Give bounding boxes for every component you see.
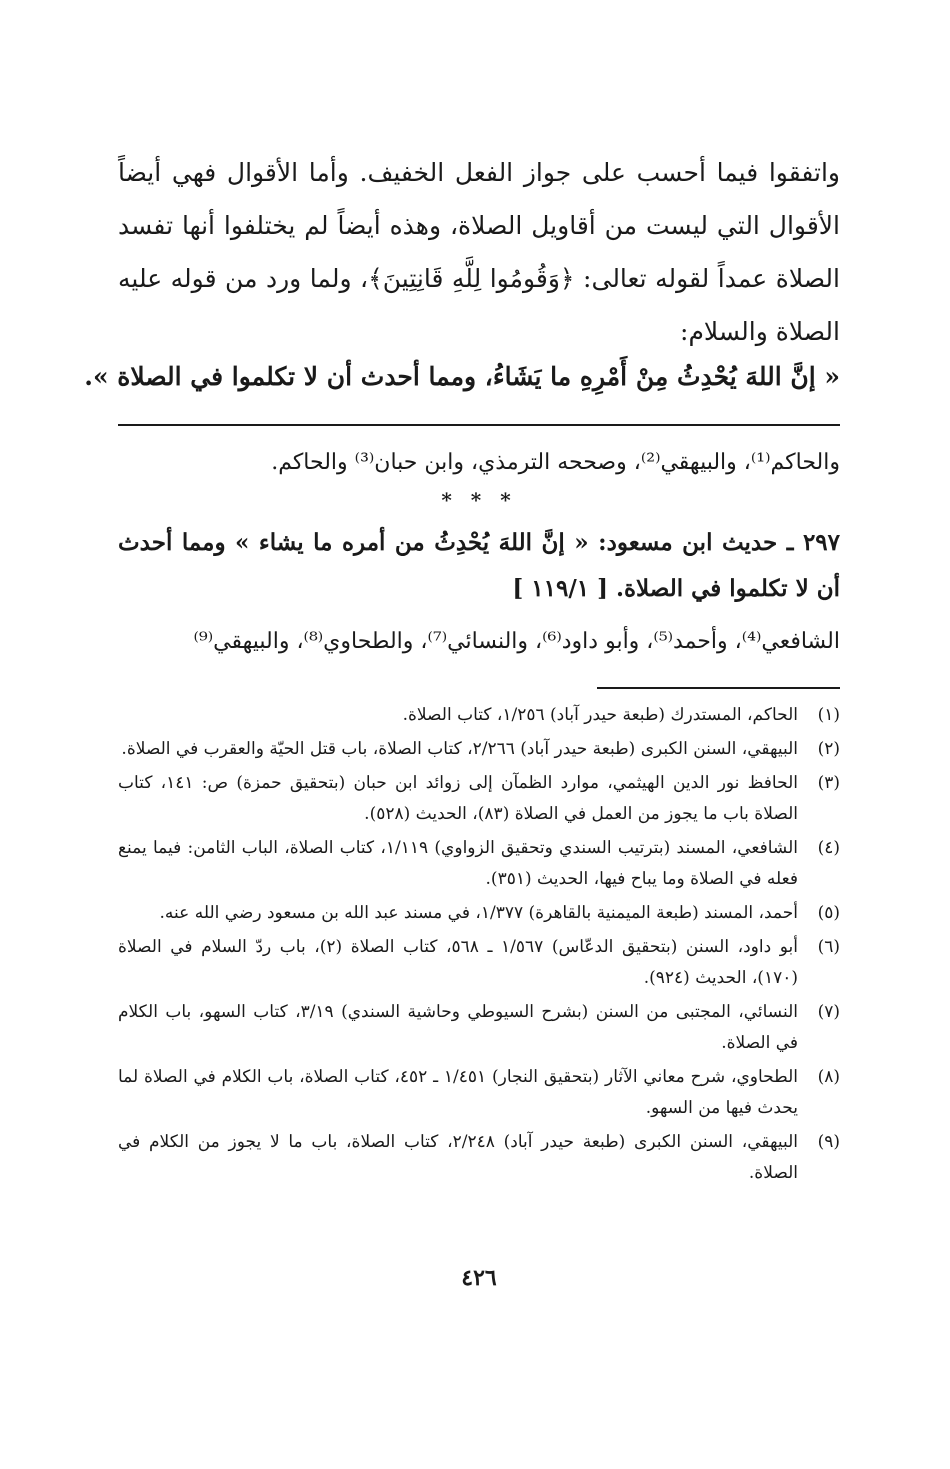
footnote — [118, 932, 840, 994]
footnote-text: الحافظ نور الدين الهيثمي، موارد الظمآن إلى زوائد ابن حبان (بتحقيق حمزة) ص: ١٤١، كتاب الصلاة باب ما يجوز من العمل في الصلاة (٨٣)، الحديث (٥٢٨). — [118, 773, 798, 824]
footnote-divider — [597, 687, 840, 689]
footnote-text: النسائي، المجتبى من السنن (بشرح السيوطي وحاشية السندي) ٣/١٩، كتاب السهو، باب الكلام في الصلاة. — [118, 1002, 799, 1053]
footnote-text: الحاكم، المستدرك (طبعة حيدر آباد) ١/٢٥٦، كتاب الصلاة. — [402, 705, 798, 725]
footnote — [118, 700, 840, 731]
footnote — [118, 768, 840, 830]
footnote-text: الشافعي، المسند (بترتيب السندي وتحقيق الزواوي) ١/١١٩، كتاب الصلاة، الباب الثامن: فيما يمنع فعله في الصلاة وما يباح فيها، الحديث (٣٥١). — [118, 838, 798, 889]
footnote-text: البيهقي، السنن الكبرى (طبعة حيدر آباد) ٢/٢٤٨، كتاب الصلاة، باب ما لا يجوز من الكلام في الصلاة. — [118, 1132, 799, 1183]
main-text-block — [118, 146, 840, 358]
footnote — [118, 997, 840, 1059]
footnote-number: (٦) — [817, 937, 840, 957]
footnote-number: (٨) — [817, 1067, 840, 1087]
main-paragraph: واتفقوا فيما أحسب على جواز الفعل الخفيف. وأما الأقوال فهي أيضاً الأقوال التي ليست من أقاويل الصلاة، وهذه أيضاً لم يختلفوا أنها تفسد الصلاة عمداً لقوله تعالى: ﴿وَقُومُوا لِلَّهِ قَانِتِينَ﴾، ولما ورد من قوله عليه الصلاة والسلام: — [118, 158, 840, 346]
footnote-text: أحمد، المسند (طبعة الميمنية بالقاهرة) ١/٣٧٧، في مسند عبد الله بن مسعود رضي الله عنه. — [159, 903, 798, 923]
entry-sources: الشافعي⁽⁴⁾، وأحمد⁽⁵⁾، وأبو داود⁽⁶⁾، والنسائي⁽⁷⁾، والطحاوي⁽⁸⁾، والبيهقي⁽⁹⁾ — [193, 629, 840, 654]
footnote-number: (٩) — [817, 1132, 840, 1152]
section-separator: * * * — [441, 488, 517, 512]
footnote-text: الطحاوي، شرح معاني الآثار (بتحقيق النجار) ١/٤٥١ ـ ٤٥٢، كتاب الصلاة، باب الكلام في الصلاة لما يحدث فيها من السهو. — [118, 1067, 798, 1118]
footnote-number: (١) — [817, 705, 840, 725]
previous-sources: والحاكم⁽¹⁾، والبيهقي⁽²⁾، وصححه الترمذي، وابن حبان⁽³⁾ والحاكم. — [271, 450, 840, 475]
footnote — [118, 1062, 840, 1124]
book-page — [84, 0, 840, 1469]
footnote — [118, 898, 840, 929]
entry-text: ٢٩٧ ـ حديث ابن مسعود: « إنَّ اللهَ يُحْدِثُ من أمره ما يشاء » ومما أحدث أن لا تكلموا في الصلاة. [ ١١٩/١ ] — [118, 529, 840, 602]
hadith-entry — [118, 520, 840, 612]
previous-sources-block — [118, 440, 840, 486]
text-divider — [118, 424, 840, 426]
footnote-text: البيهقي، السنن الكبرى (طبعة حيدر آباد) ٢/٢٦٦، كتاب الصلاة، باب قتل الحيّة والعقرب في الصلاة. — [121, 739, 798, 759]
footnote — [118, 833, 840, 895]
footnote-text: أبو داود، السنن (بتحقيق الدعّاس) ١/٥٦٧ ـ ٥٦٨، كتاب الصلاة (٢)، باب ردّ السلام في الصلاة (١٧٠)، الحديث (٩٢٤). — [118, 937, 798, 988]
footnote — [118, 734, 840, 765]
footnote-number: (٤) — [817, 838, 840, 858]
footnotes-list — [118, 700, 840, 1192]
footnote-number: (٥) — [817, 903, 840, 923]
footnote — [118, 1127, 840, 1189]
footnote-number: (٧) — [817, 1002, 840, 1022]
footnote-number: (٣) — [817, 773, 840, 793]
hadith-quote: « إنَّ اللهَ يُحْدِثُ مِنْ أَمْرِهِ ما يَشَاءُ، ومما أحدث أن لا تكلموا في الصلاة ». — [84, 362, 840, 391]
page-number: ٤٢٦ — [461, 1265, 497, 1291]
footnote-number: (٢) — [817, 739, 840, 759]
